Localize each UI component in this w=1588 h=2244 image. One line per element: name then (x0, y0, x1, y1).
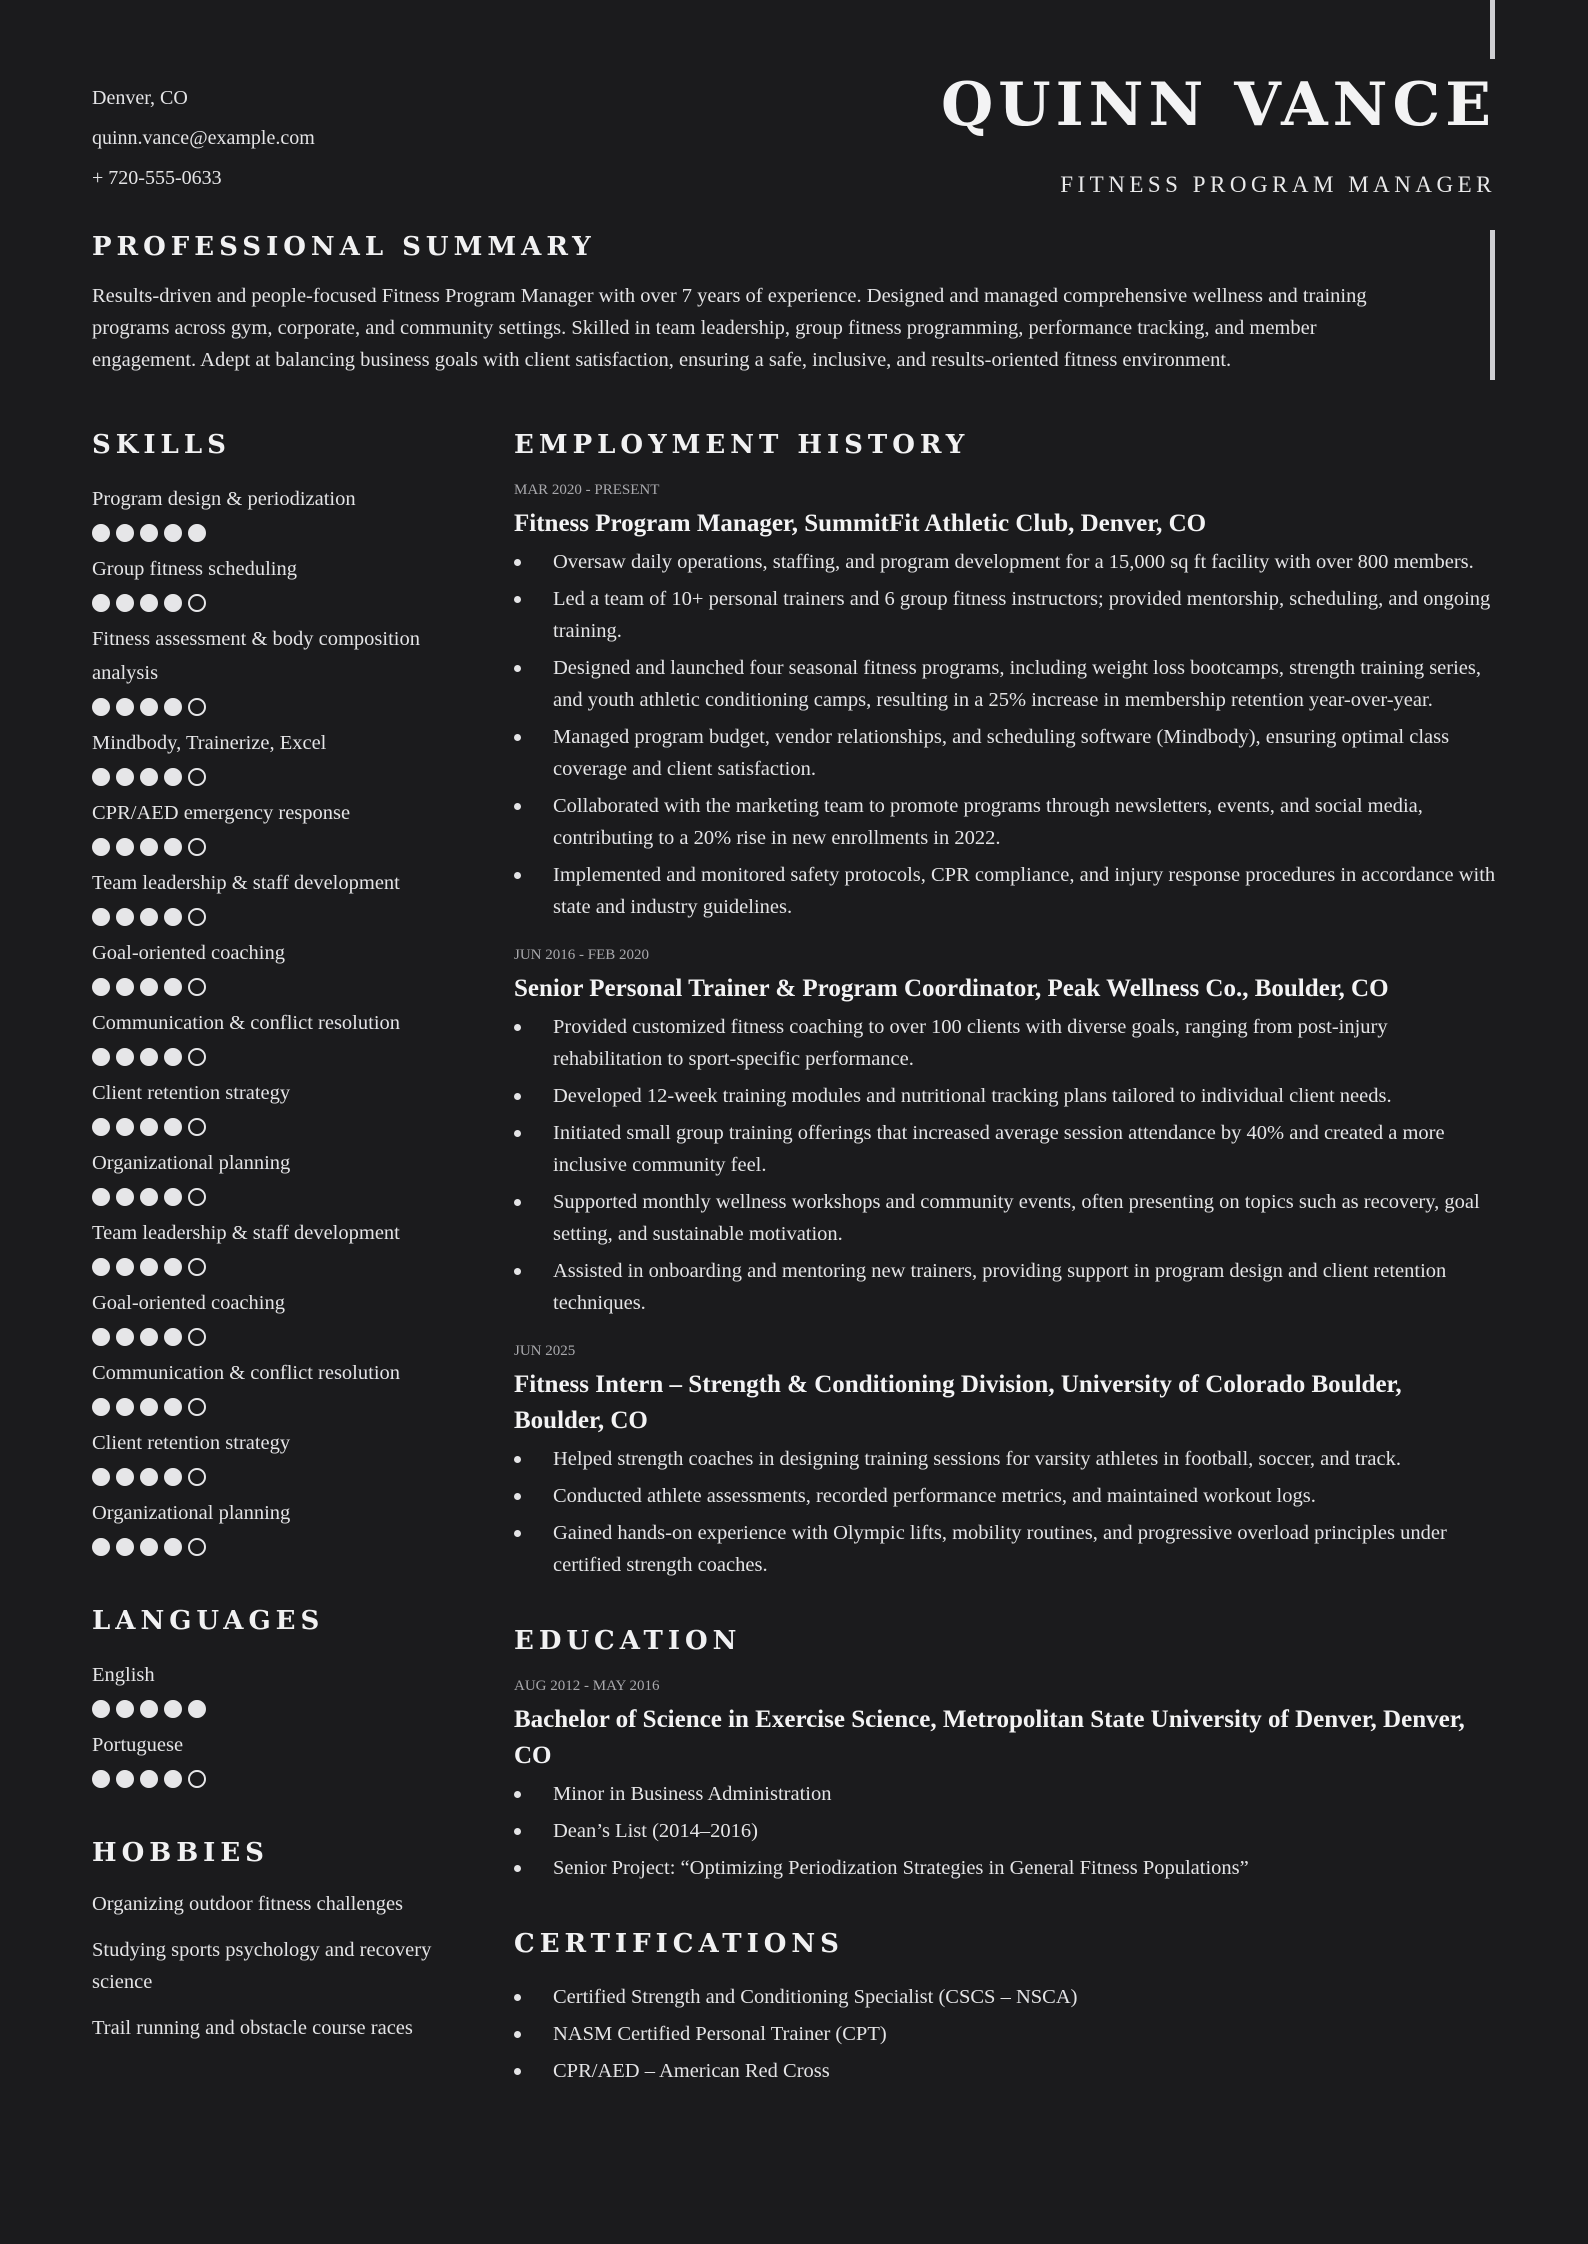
certification-item: NASM Certified Personal Trainer (CPT) (514, 2018, 1496, 2050)
rating-dot-icon (140, 1700, 158, 1718)
rating-dot-icon (92, 698, 110, 716)
job-bullet: Supported monthly wellness workshops and community events, often presenting on topics such as recovery, goal setting, and sustainable motivation. (514, 1186, 1496, 1250)
skill-item (92, 552, 452, 612)
rating-dot-icon (92, 838, 110, 856)
job-entry (514, 480, 1496, 923)
education-bullets (514, 1778, 1496, 1884)
rating-dot-icon (92, 1700, 110, 1718)
rating-dot-icon (116, 1468, 134, 1486)
rating-dot-icon (140, 524, 158, 542)
rating-dot-icon (92, 1048, 110, 1066)
education-bullet: Dean’s List (2014–2016) (514, 1815, 1496, 1847)
rating-dot-icon (164, 1118, 182, 1136)
education-bullet: Minor in Business Administration (514, 1778, 1496, 1810)
rating-dot-icon (116, 524, 134, 542)
hobbies-list (92, 1888, 452, 2044)
rating-dot-icon (164, 1770, 182, 1788)
languages-list (92, 1658, 452, 1788)
job-title: Fitness Program Manager, SummitFit Athletic Club, Denver, CO (514, 510, 1207, 537)
skill-item (92, 1146, 452, 1206)
rating-dot-icon (140, 1048, 158, 1066)
rating-dot-icon (116, 1258, 134, 1276)
rating-dot-icon (92, 1770, 110, 1788)
rating-dot-icon (164, 594, 182, 612)
skill-item (92, 622, 452, 716)
hobbies-heading: HOBBIES (92, 1838, 269, 1868)
languages-heading: LANGUAGES (92, 1606, 325, 1636)
job-dates: MAR 2020 - PRESENT (514, 482, 660, 498)
rating-dot-icon (164, 1538, 182, 1556)
skill-item (92, 1286, 452, 1346)
skill-rating (92, 908, 452, 926)
rating-dot-icon (140, 1468, 158, 1486)
skill-rating (92, 768, 452, 786)
skill-item (92, 796, 452, 856)
skill-name: Team leadership & staff development (92, 872, 400, 894)
rating-dot-icon (140, 1188, 158, 1206)
skill-name: Goal-oriented coaching (92, 1292, 285, 1314)
skill-rating (92, 1258, 452, 1276)
rating-dot-icon (140, 768, 158, 786)
job-bullet: Developed 12-week training modules and nutritional tracking plans tailored to individual client needs. (514, 1080, 1496, 1112)
skill-rating (92, 1188, 452, 1206)
skill-rating (92, 978, 452, 996)
job-bullets (514, 546, 1496, 923)
rating-dot-icon (140, 1328, 158, 1346)
language-name: Portuguese (92, 1734, 184, 1756)
job-bullet: Provided customized fitness coaching to over 100 clients with diverse goals, ranging from post-injury rehabilitation to sport-specific performance. (514, 1011, 1496, 1075)
decorative-rule-top (1490, 0, 1495, 59)
skill-rating (92, 1328, 452, 1346)
rating-dot-icon (188, 1188, 206, 1206)
job-dates: JUN 2025 (514, 1343, 576, 1359)
rating-dot-icon (140, 1398, 158, 1416)
job-bullet: Conducted athlete assessments, recorded performance metrics, and maintained workout logs. (514, 1480, 1496, 1512)
skill-name: Communication & conflict resolution (92, 1362, 401, 1384)
certification-item: Certified Strength and Conditioning Specialist (CSCS – NSCA) (514, 1981, 1496, 2013)
language-name: English (92, 1664, 155, 1686)
skill-name: Client retention strategy (92, 1432, 291, 1454)
certifications-heading: CERTIFICATIONS (514, 1929, 844, 1959)
rating-dot-icon (116, 594, 134, 612)
rating-dot-icon (116, 908, 134, 926)
rating-dot-icon (116, 978, 134, 996)
summary-text: Results-driven and people-focused Fitness Program Manager with over 7 years of experience. Designed and managed comprehensive wellness and training programs across gym, corporate, and community settings. Skilled in team leadership, group fitness programming, performance tracking, and member engagement. Adept at balancing business goals with client satisfaction, ensuring a safe, inclusive, and results-oriented fitness environment. (92, 285, 1367, 371)
contact-info (92, 78, 315, 198)
job-bullet: Assisted in onboarding and mentoring new trainers, providing support in program design and client retention techniques. (514, 1255, 1496, 1319)
job-entry (514, 945, 1496, 1319)
skill-rating (92, 1048, 452, 1066)
rating-dot-icon (140, 978, 158, 996)
rating-dot-icon (188, 838, 206, 856)
skill-name: Team leadership & staff development (92, 1222, 400, 1244)
candidate-title: FITNESS PROGRAM MANAGER (1060, 172, 1496, 197)
rating-dot-icon (164, 838, 182, 856)
rating-dot-icon (188, 1258, 206, 1276)
job-dates: JUN 2016 - FEB 2020 (514, 947, 650, 963)
rating-dot-icon (92, 524, 110, 542)
rating-dot-icon (140, 698, 158, 716)
rating-dot-icon (116, 1188, 134, 1206)
skills-list (92, 482, 452, 1556)
rating-dot-icon (188, 1048, 206, 1066)
certifications-list (514, 1981, 1496, 2087)
rating-dot-icon (116, 768, 134, 786)
rating-dot-icon (116, 1048, 134, 1066)
job-bullet: Managed program budget, vendor relationships, and scheduling software (Mindbody), ensuring optimal class coverage and client satisfaction. (514, 721, 1496, 785)
education-dates: AUG 2012 - MAY 2016 (514, 1678, 660, 1694)
hobby-item: Trail running and obstacle course races (92, 2017, 413, 2039)
job-bullet: Oversaw daily operations, staffing, and program development for a 15,000 sq ft facility with over 800 members. (514, 546, 1496, 578)
hobby-item: Studying sports psychology and recovery science (92, 1939, 432, 1993)
rating-dot-icon (188, 1398, 206, 1416)
job-entry (514, 1341, 1496, 1581)
rating-dot-icon (164, 1328, 182, 1346)
rating-dot-icon (92, 978, 110, 996)
language-item (92, 1728, 452, 1788)
contact-email[interactable]: quinn.vance@example.com (92, 127, 315, 149)
rating-dot-icon (188, 698, 206, 716)
rating-dot-icon (188, 1118, 206, 1136)
rating-dot-icon (92, 1188, 110, 1206)
skill-rating (92, 1468, 452, 1486)
left-column (92, 430, 452, 2044)
contact-location: Denver, CO (92, 87, 188, 109)
skill-name: Fitness assessment & body composition analysis (92, 628, 420, 684)
skill-name: Program design & periodization (92, 488, 356, 510)
skill-rating (92, 838, 452, 856)
skill-name: Goal-oriented coaching (92, 942, 285, 964)
rating-dot-icon (164, 768, 182, 786)
rating-dot-icon (164, 1700, 182, 1718)
right-column (514, 430, 1496, 2092)
rating-dot-icon (164, 698, 182, 716)
skill-name: CPR/AED emergency response (92, 802, 351, 824)
rating-dot-icon (164, 1188, 182, 1206)
skill-name: Group fitness scheduling (92, 558, 297, 580)
skill-item (92, 1006, 452, 1066)
rating-dot-icon (140, 1770, 158, 1788)
rating-dot-icon (116, 1118, 134, 1136)
rating-dot-icon (92, 1398, 110, 1416)
rating-dot-icon (92, 768, 110, 786)
rating-dot-icon (116, 698, 134, 716)
skills-heading: SKILLS (92, 430, 231, 460)
employment-heading: EMPLOYMENT HISTORY (514, 430, 970, 460)
skill-item (92, 726, 452, 786)
skill-rating (92, 524, 452, 542)
job-bullet: Collaborated with the marketing team to promote programs through newsletters, events, and social media, contributing to a 20% rise in new enrollments in 2022. (514, 790, 1496, 854)
rating-dot-icon (116, 1328, 134, 1346)
rating-dot-icon (164, 978, 182, 996)
rating-dot-icon (188, 768, 206, 786)
education-heading: EDUCATION (514, 1626, 742, 1656)
skill-item (92, 1076, 452, 1136)
language-rating (92, 1770, 452, 1788)
skill-name: Communication & conflict resolution (92, 1012, 401, 1034)
skill-item (92, 1426, 452, 1486)
rating-dot-icon (116, 1770, 134, 1788)
rating-dot-icon (92, 1258, 110, 1276)
job-bullet: Designed and launched four seasonal fitness programs, including weight loss bootcamps, strength training series, and youth athletic conditioning camps, resulting in a 25% increase in membership retention year-over-year. (514, 652, 1496, 716)
rating-dot-icon (188, 1538, 206, 1556)
rating-dot-icon (164, 908, 182, 926)
skill-name: Organizational planning (92, 1152, 291, 1174)
skill-name: Organizational planning (92, 1502, 291, 1524)
rating-dot-icon (188, 1328, 206, 1346)
skill-name: Mindbody, Trainerize, Excel (92, 732, 327, 754)
certification-item: CPR/AED – American Red Cross (514, 2055, 1496, 2087)
decorative-rule-summary (1490, 230, 1495, 380)
jobs-list (514, 480, 1496, 1581)
job-bullet: Implemented and monitored safety protocols, CPR compliance, and injury response procedures in accordance with state and industry guidelines. (514, 859, 1496, 923)
job-bullets (514, 1443, 1496, 1581)
contact-phone[interactable]: + 720-555-0633 (92, 167, 222, 189)
rating-dot-icon (92, 594, 110, 612)
job-bullet: Led a team of 10+ personal trainers and 6 group fitness instructors; provided mentorship, scheduling, and ongoing training. (514, 583, 1496, 647)
job-bullet: Gained hands-on experience with Olympic lifts, mobility routines, and progressive overload principles under certified strength coaches. (514, 1517, 1496, 1581)
rating-dot-icon (140, 1118, 158, 1136)
rating-dot-icon (164, 1398, 182, 1416)
rating-dot-icon (188, 524, 206, 542)
rating-dot-icon (164, 524, 182, 542)
skill-item (92, 1216, 452, 1276)
skill-rating (92, 698, 452, 716)
job-title: Fitness Intern – Strength & Conditioning Division, University of Colorado Boulder, Boulder, CO (514, 1371, 1402, 1434)
skill-rating (92, 1398, 452, 1416)
language-rating (92, 1700, 452, 1718)
skill-item (92, 1496, 452, 1556)
candidate-name: QUINN VANCE (940, 70, 1496, 140)
job-title: Senior Personal Trainer & Program Coordinator, Peak Wellness Co., Boulder, CO (514, 975, 1389, 1002)
rating-dot-icon (92, 1538, 110, 1556)
skill-item (92, 866, 452, 926)
rating-dot-icon (116, 1398, 134, 1416)
skill-name: Client retention strategy (92, 1082, 291, 1104)
rating-dot-icon (140, 594, 158, 612)
rating-dot-icon (164, 1468, 182, 1486)
skill-item (92, 1356, 452, 1416)
rating-dot-icon (188, 1700, 206, 1718)
rating-dot-icon (188, 594, 206, 612)
rating-dot-icon (116, 1538, 134, 1556)
skill-rating (92, 594, 452, 612)
rating-dot-icon (164, 1258, 182, 1276)
rating-dot-icon (188, 1468, 206, 1486)
hobby-item: Organizing outdoor fitness challenges (92, 1893, 404, 1915)
language-item (92, 1658, 452, 1718)
rating-dot-icon (188, 978, 206, 996)
summary-heading: PROFESSIONAL SUMMARY (92, 232, 596, 262)
rating-dot-icon (92, 1328, 110, 1346)
rating-dot-icon (92, 908, 110, 926)
skill-item (92, 936, 452, 996)
rating-dot-icon (140, 1258, 158, 1276)
job-bullet: Initiated small group training offerings that increased average session attendance by 40% and created a more inclusive community feel. (514, 1117, 1496, 1181)
rating-dot-icon (116, 838, 134, 856)
rating-dot-icon (140, 838, 158, 856)
skill-rating (92, 1118, 452, 1136)
rating-dot-icon (188, 1770, 206, 1788)
job-bullets (514, 1011, 1496, 1319)
rating-dot-icon (140, 1538, 158, 1556)
education-title: Bachelor of Science in Exercise Science, Metropolitan State University of Denver, Denver, CO (514, 1706, 1465, 1769)
education-bullet: Senior Project: “Optimizing Periodization Strategies in General Fitness Populations” (514, 1852, 1496, 1884)
rating-dot-icon (188, 908, 206, 926)
job-bullet: Helped strength coaches in designing training sessions for varsity athletes in football, soccer, and track. (514, 1443, 1496, 1475)
rating-dot-icon (116, 1700, 134, 1718)
rating-dot-icon (92, 1118, 110, 1136)
rating-dot-icon (164, 1048, 182, 1066)
summary-section (92, 232, 1422, 376)
skill-item (92, 482, 452, 542)
rating-dot-icon (140, 908, 158, 926)
rating-dot-icon (92, 1468, 110, 1486)
skill-rating (92, 1538, 452, 1556)
